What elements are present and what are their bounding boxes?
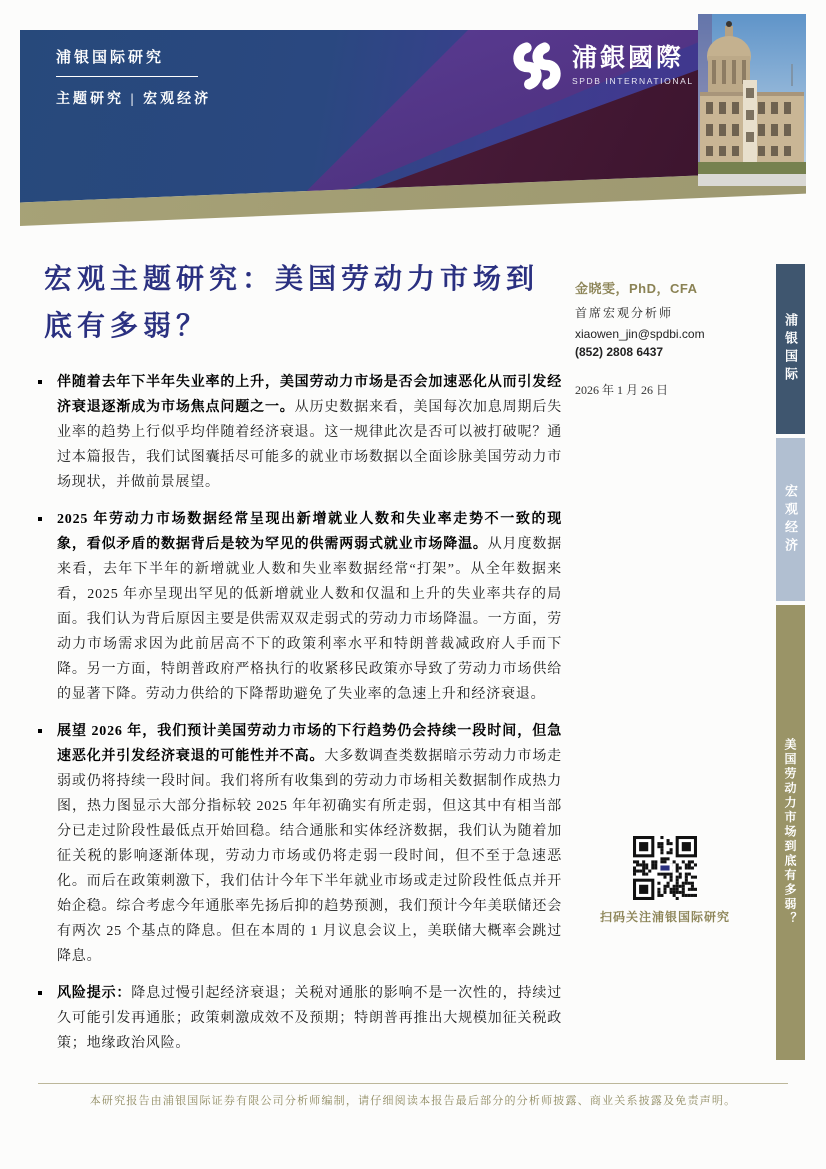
bullet-item — [38, 370, 562, 495]
building-photo — [698, 14, 806, 186]
sidebar-tab-category — [776, 438, 805, 601]
qr-caption: 扫码关注浦银国际研究 — [599, 910, 730, 924]
header-divider — [56, 76, 198, 77]
bullet-rest: 从历史数据来看，美国每次加息周期后失业率的趋势上行似乎均伴随着经济衰退。这一规律此次是否可以被打破呢？通过本篇报告，我们试图囊括尽可能多的就业市场数据以全面诊脉美国劳动力市场现状，并做前景展望。 — [57, 400, 562, 490]
analyst-phone: (852) 2808 6437 — [575, 345, 664, 359]
logo-name-cn: 浦銀國際 — [572, 44, 685, 72]
report-date: 2026 年 1 月 26 日 — [575, 383, 669, 397]
report-title: 宏观主题研究：美国劳动力市场到底有多弱？ — [44, 264, 540, 342]
bullet-text — [57, 370, 562, 495]
bullet-lead: 展望 2026 年，我们预计美国劳动力市场的下行趋势仍会持续一段时间，但急速恶化并引发经济衰退的可能性并不高。 — [57, 724, 562, 764]
analyst-name: 金晓雯，PhD，CFA — [575, 281, 698, 296]
header-banner — [20, 30, 806, 226]
org-title: 浦银国际研究 — [56, 50, 165, 66]
bullet-marker — [38, 991, 46, 1056]
bullet-lead: 2025 年劳动力市场数据经常呈现出新增就业人数和失业率走势不一致的现象，看似矛盾的数据背后是较为罕见的供需两弱式就业市场降温。 — [57, 512, 562, 552]
bullet-item — [38, 981, 562, 1056]
bullet-marker — [38, 729, 46, 969]
logo-mark-icon — [512, 38, 562, 94]
analyst-email[interactable]: xiaowen_jin@spdbi.com — [575, 327, 705, 341]
bullet-item — [38, 507, 562, 707]
sidebar-tab-company — [776, 264, 805, 434]
sidebar-tab-label: 美国劳动力市场到底有多弱？ — [783, 738, 797, 927]
bullet-text — [57, 981, 562, 1056]
bullet-text — [57, 507, 562, 707]
logo-text — [572, 38, 694, 86]
bullet-text — [57, 719, 562, 969]
company-logo — [512, 38, 694, 94]
report-category: 主题研究 | 宏观经济 — [56, 92, 212, 107]
logo-name-en: SPDB INTERNATIONAL — [572, 76, 694, 86]
bullet-rest: 从月度数据来看，去年下半年的新增就业人数和失业率数据经常“打架”。从全年数据来看，2025 年亦呈现出罕见的低新增就业人数和仅温和上升的失业率共存的局面。我们认为背后原因主要是供需双双走弱式的劳动力市场降温。一方面，劳动力市场需求因为此前居高不下的政策利率水平和特朗普裁减政府人手而下降。另一方面，特朗普政府严格执行的收紧移民政策亦导致了劳动力市场供给的显著下降。劳动力供给的下降帮助避免了失业率的急速上升和经济衰退。 — [57, 537, 562, 702]
bullet-lead: 风险提示： — [57, 986, 132, 1001]
analyst-title: 首席宏观分析师 — [575, 306, 674, 320]
footer-divider — [38, 1083, 788, 1084]
sidebar-tab-label: 宏观经济 — [783, 483, 798, 556]
qr-code — [633, 836, 697, 900]
bullet-marker — [38, 380, 46, 495]
bullet-rest: 降息过慢引起经济衰退；关税对通胀的影响不是一次性的，持续过久可能引发再通胀；政策刺激成效不及预期；特朗普再推出大规模加征关税政策；地缘政治风险。 — [57, 986, 563, 1051]
bullet-marker — [38, 517, 46, 707]
sidebar-tab-report-title — [776, 605, 805, 1060]
bullet-rest: 大多数调查类数据暗示劳动力市场走弱或仍将持续一段时间。我们将所有收集到的劳动力市场相关数据制作成热力图，热力图显示大部分指标较 2025 年年初确实有所走弱，但这其中有相当部分已走过阶段性最低点开始回稳。结合通胀和实体经济数据，我们认为随着加征关税的影响逐渐体现，劳动力市场或仍将走弱一段时间，但不至于急速恶化。而后在政策刺激下，我们估计今年下半年就业市场或走过阶段性低点并开始企稳。综合考虑今年通胀率先扬后抑的趋势预测，我们预计今年美联储还会有两次 25 个基点的降息。但在本周的 1 月议息会议上，美联储大概率会跳过降息。 — [57, 749, 562, 964]
bullet-lead: 伴随着去年下半年失业率的上升，美国劳动力市场是否会加速恶化从而引发经济衰退逐渐成为市场焦点问题之一。 — [57, 375, 562, 415]
footer-disclaimer: 本研究报告由浦银国际证券有限公司分析师编制，请仔细阅读本报告最后部分的分析师披露、商业关系披露及免责声明。 — [89, 1095, 737, 1107]
summary-bullets — [38, 370, 562, 1068]
qr-section — [595, 836, 735, 925]
author-block — [575, 278, 753, 398]
bullet-item — [38, 719, 562, 969]
sidebar-tab-label: 浦银国际 — [783, 313, 798, 385]
header-left-block — [56, 46, 211, 108]
